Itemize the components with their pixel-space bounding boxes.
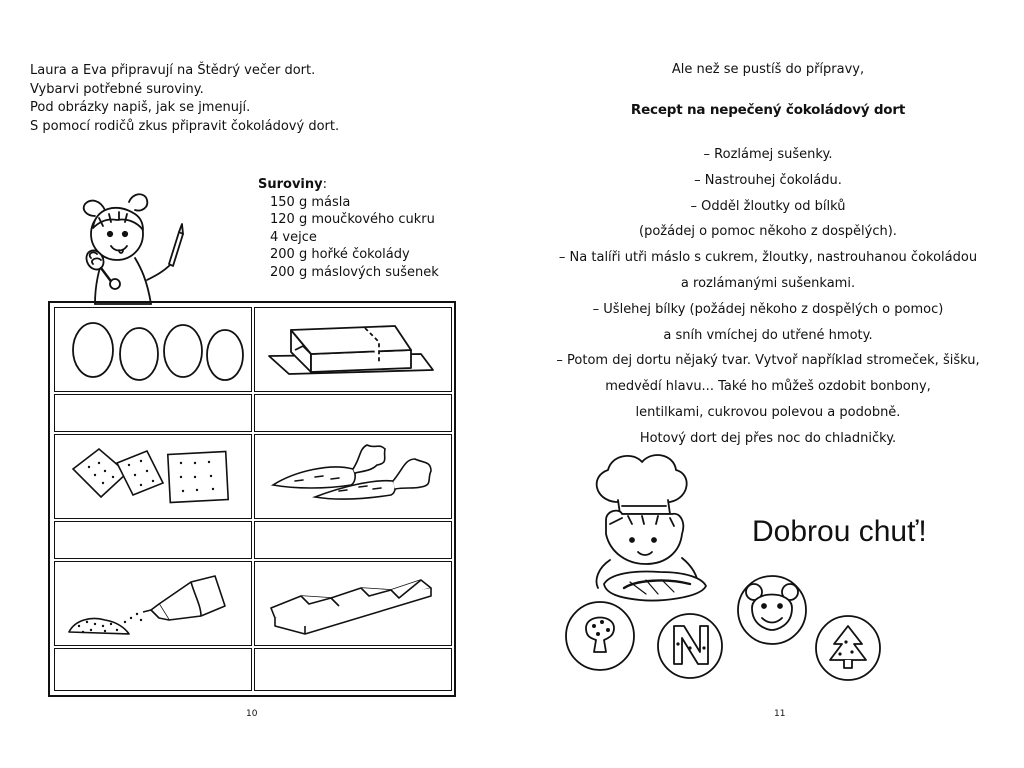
label-blank-cell[interactable]	[54, 394, 252, 432]
ingredients-title: Suroviny	[258, 177, 323, 192]
label-blank-cell[interactable]	[254, 394, 452, 432]
label-blank-cell[interactable]	[54, 521, 252, 559]
recipe-step: lentilkami, cukrovou polevou a podobně.	[635, 404, 901, 420]
intro-line: S pomocí rodičů zkus připravit čokoládový dort.	[30, 118, 340, 134]
recipe-steps	[532, 146, 1004, 456]
right-page	[512, 0, 1024, 768]
crackers-icon	[55, 435, 251, 518]
recipe-step: – Potom dej dortu nějaký tvar. Vytvoř například stromeček, šišku,	[556, 353, 980, 369]
recipe-step: Hotový dort dej přes noc do chladničky.	[639, 430, 897, 446]
chocolate-bar-icon	[255, 562, 451, 645]
eggs-icon	[55, 308, 251, 391]
sugar-shaker-icon	[55, 562, 251, 645]
recipe-step: medvědí hlavu... Také ho můžeš ozdobit bonbony,	[605, 379, 931, 395]
intro-line: Pod obrázky napiš, jak se jmenují.	[30, 100, 251, 115]
ingredient-item: 4 vejce	[270, 229, 317, 245]
ingredient-item: 200 g hořké čokolády	[270, 247, 410, 262]
sugar-picture-cell	[54, 561, 252, 646]
ingredients-colon: :	[322, 177, 328, 192]
recipe-step: – Nastrouhej čokoládu.	[694, 172, 842, 188]
ingredients-picture-grid	[48, 301, 456, 697]
ingredient-item: 120 g moučkového cukru	[270, 212, 435, 227]
closing-text: Dobrou chuť!	[752, 515, 927, 548]
intro-line: Vybarvi potřebné suroviny.	[30, 81, 204, 97]
page-number: 10	[246, 709, 258, 719]
butter-icon	[255, 308, 451, 391]
ingredient-item: 200 g máslových sušenek	[270, 264, 439, 280]
label-blank-cell[interactable]	[254, 648, 452, 691]
chocolate-picture-cell	[254, 561, 452, 646]
crackers-picture-cell	[54, 434, 252, 519]
eggs-picture-cell	[54, 307, 252, 392]
carrots-icon	[255, 435, 451, 518]
carrots-picture-cell	[254, 434, 452, 519]
chef-boy-with-cakes-icon	[550, 448, 910, 698]
recipe-step: – Odděl žloutky od bílků	[690, 198, 846, 214]
page-number: 11	[774, 709, 786, 719]
intro-line: Laura a Eva připravují na Štědrý večer dort.	[30, 63, 316, 78]
recipe-step: a rozlámanými sušenkami.	[680, 275, 856, 291]
ingredients-list	[258, 176, 439, 281]
recipe-step: (požádej o pomoc někoho z dospělých).	[639, 224, 897, 240]
ingredient-item: 150 g másla	[270, 194, 351, 210]
recipe-step: – Ušlehej bílky (požádej někoho z dospělých o pomoc)	[592, 301, 944, 317]
girl-with-whisk-icon	[55, 188, 195, 308]
butter-picture-cell	[254, 307, 452, 392]
recipe-step: a sníh vmíchej do utřené hmoty.	[663, 327, 873, 343]
recipe-step: – Rozlámej sušenky.	[703, 147, 833, 162]
label-blank-cell[interactable]	[254, 521, 452, 559]
recipe-title: Recept na nepečený čokoládový dort	[630, 102, 906, 118]
recipe-step: – Na talíři utři máslo s cukrem, žloutky, nastrouhanou čokoládou	[558, 250, 978, 266]
intro-text	[30, 62, 339, 136]
opener-text: Ale než se pustíš do přípravy,	[671, 62, 865, 77]
label-blank-cell[interactable]	[54, 648, 252, 691]
